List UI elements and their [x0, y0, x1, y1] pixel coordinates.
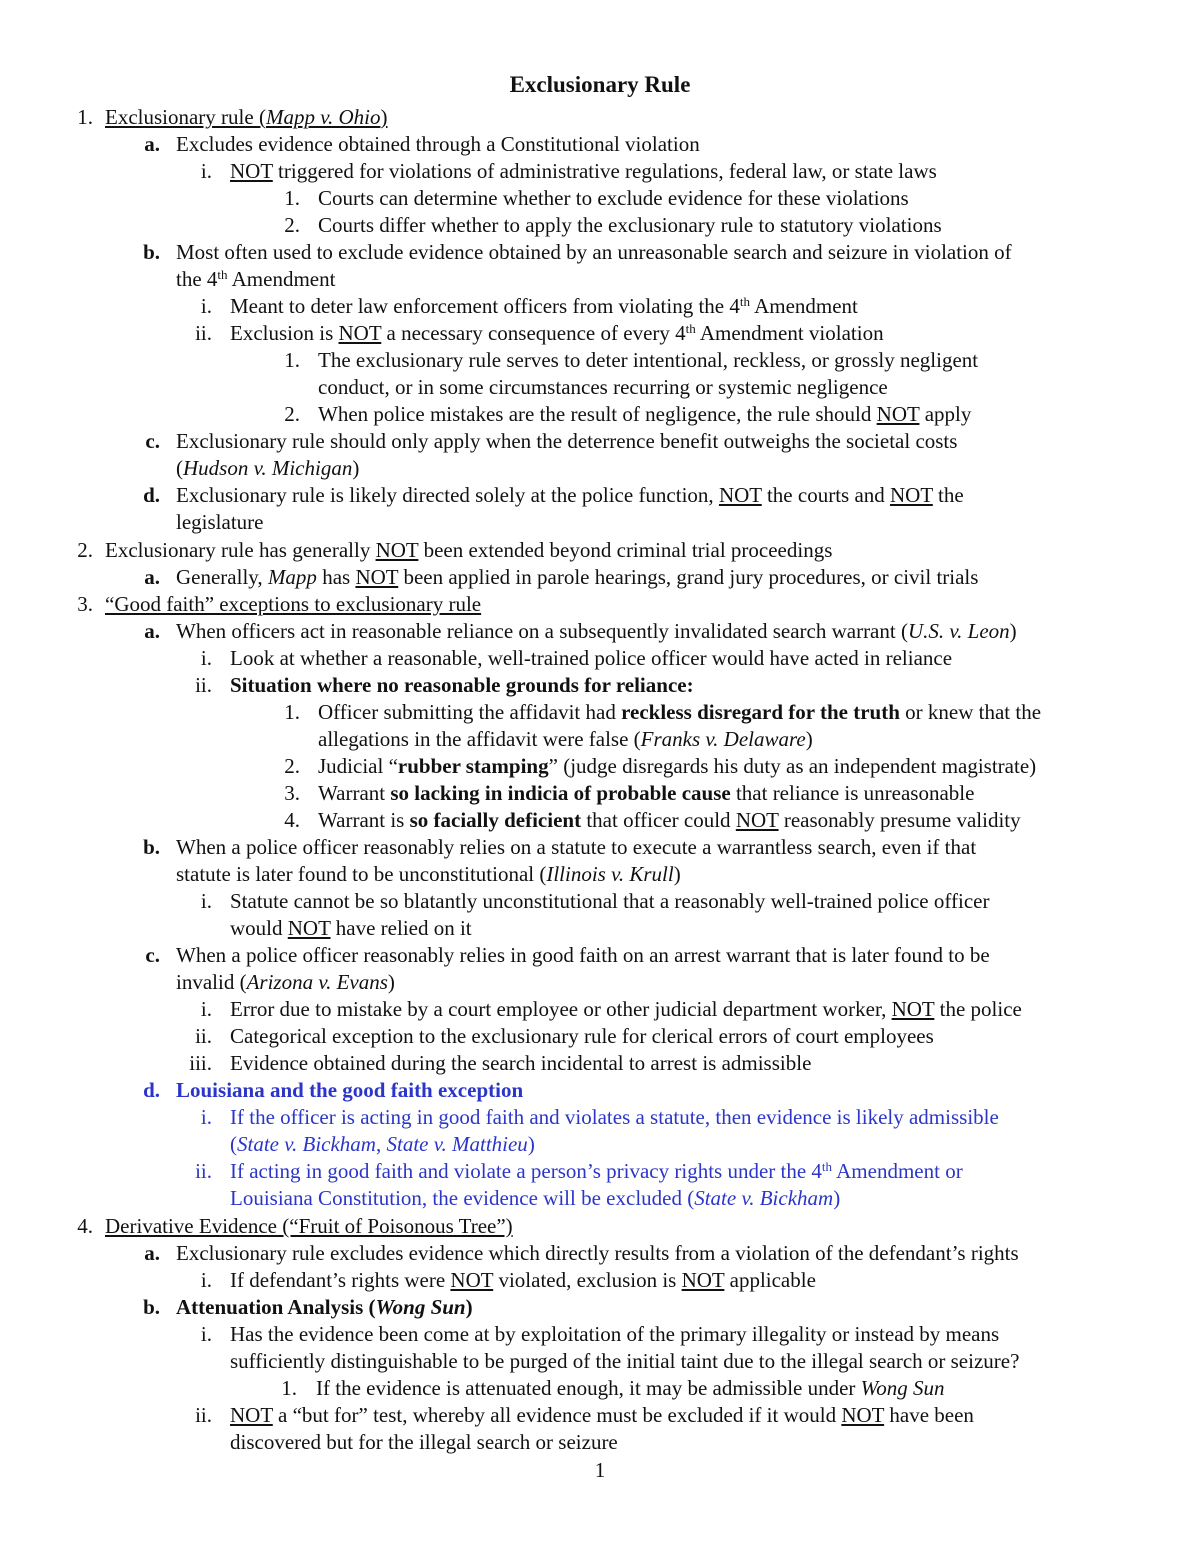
outline-line	[318, 726, 813, 753]
text-run: Excludes evidence obtained through a Constitutional violation	[176, 132, 700, 156]
text-run: The exclusionary rule serves to deter intentional, reckless, or grossly negligent	[318, 348, 979, 372]
list-marker: b.	[143, 835, 160, 859]
text-run: “Good faith” exceptions to exclusionary rule	[105, 592, 482, 616]
text-run: U.S. v. Leon	[907, 619, 1010, 643]
outline-line	[316, 1375, 945, 1402]
list-marker: i.	[200, 159, 212, 183]
outline-line	[318, 699, 1041, 726]
text-run: Exclusionary rule excludes evidence which directly results from a violation of the defendant’s rights	[176, 1241, 1019, 1265]
outline-line	[176, 266, 335, 293]
list-marker: 4.	[284, 808, 300, 832]
outline-line	[176, 834, 976, 861]
list-marker: i.	[200, 294, 212, 318]
text-run: NOT	[735, 808, 779, 832]
text-run: conduct, or in some circumstances recurring or systemic negligence	[318, 375, 888, 399]
list-marker: d.	[143, 1078, 160, 1102]
outline-line	[230, 996, 1022, 1023]
text-run: )	[527, 1132, 535, 1156]
outline-line	[318, 780, 974, 807]
text-run: Situation where no reasonable grounds for reliance:	[230, 673, 694, 697]
list-marker: i.	[200, 889, 212, 913]
list-marker: a.	[144, 1241, 160, 1265]
text-run: a necessary consequence of every 4	[381, 321, 686, 345]
text-run: (	[230, 1132, 237, 1156]
text-run: so facially deficient	[409, 808, 582, 832]
text-run: )	[352, 456, 360, 480]
list-marker: i.	[200, 1268, 212, 1292]
list-marker: 1.	[77, 105, 93, 129]
text-run: so lacking in indicia of probable cause	[390, 781, 731, 805]
text-run: Wong Sun	[860, 1376, 945, 1400]
text-run: Amendment	[749, 294, 858, 318]
text-run: NOT	[681, 1268, 725, 1292]
outline-line	[105, 1213, 513, 1240]
text-run: Louisiana and the good faith exception	[176, 1078, 524, 1102]
outline-line	[230, 1402, 974, 1429]
text-run: legislature	[176, 510, 264, 534]
text-run: When police mistakes are the result of negligence, the rule should	[318, 402, 877, 426]
text-run: Exclusionary rule should only apply when the deterrence benefit outweighs the societal costs	[176, 429, 958, 453]
list-marker: 2.	[284, 402, 300, 426]
outline-line	[230, 1185, 840, 1212]
text-run: Derivative Evidence (“Fruit of Poisonous Tree”)	[105, 1214, 513, 1238]
text-run: When officers act in reasonable reliance on a subsequently invalidated search warrant (	[176, 619, 908, 643]
text-run: NOT	[230, 159, 273, 183]
outline-line	[318, 807, 1021, 834]
outline-line	[230, 1131, 535, 1158]
text-run: a “but for” test, whereby all evidence must be excluded if it would	[272, 1403, 842, 1427]
text-run: triggered for violations of administrative regulations, federal law, or state laws	[272, 159, 937, 183]
text-run: statute is later found to be unconstitutional (	[176, 862, 547, 886]
text-run: Illinois v. Krull	[546, 862, 674, 886]
text-run: If acting in good faith and violate a person’s privacy rights under the 4	[230, 1159, 822, 1183]
text-run: Wong Sun	[375, 1295, 466, 1319]
outline-line	[176, 455, 359, 482]
text-run: NOT	[338, 321, 382, 345]
outline-line	[176, 239, 1012, 266]
text-run: Exclusionary rule has generally	[105, 538, 376, 562]
text-run: Exclusionary rule (	[105, 105, 266, 129]
outline-line	[176, 131, 700, 158]
outline-line	[176, 969, 395, 996]
outline-line	[318, 374, 888, 401]
outline-line	[230, 1348, 1019, 1375]
list-marker: ii.	[195, 1159, 212, 1183]
text-run: Categorical exception to the exclusionary rule for clerical errors of court employees	[230, 1024, 934, 1048]
list-marker: 2.	[77, 538, 93, 562]
list-marker: 1.	[284, 700, 300, 724]
list-marker: ii.	[195, 673, 212, 697]
outline-line	[176, 618, 1017, 645]
text-run: has	[316, 565, 356, 589]
text-run: NOT	[841, 1403, 885, 1427]
text-run: Has the evidence been come at by exploitation of the primary illegality or instead by means	[230, 1322, 1000, 1346]
list-marker: 3.	[284, 781, 300, 805]
outline-line	[230, 672, 694, 699]
text-run: If the officer is acting in good faith and violates a statute, then evidence is likely admissible	[230, 1105, 999, 1129]
list-marker: a.	[144, 619, 160, 643]
text-run: Amendment violation	[695, 321, 884, 345]
text-run: NOT	[718, 483, 762, 507]
outline-line	[176, 1077, 523, 1104]
text-run: rubber stamping	[397, 754, 549, 778]
list-marker: c.	[145, 429, 160, 453]
list-marker: d.	[143, 483, 160, 507]
outline-line	[176, 861, 681, 888]
text-run: sufficiently distinguishable to be purged of the initial taint due to the illegal search or seizure?	[230, 1349, 1020, 1373]
text-run: Franks v. Delaware	[640, 727, 806, 751]
list-marker: b.	[143, 240, 160, 264]
text-run: would	[230, 916, 288, 940]
text-run: or knew that the	[899, 700, 1042, 724]
text-run: )	[833, 1186, 841, 1210]
text-run: )	[1009, 619, 1017, 643]
text-run: have relied on it	[330, 916, 472, 940]
text-run: discovered but for the illegal search or seizure	[230, 1430, 618, 1454]
outline-line	[318, 401, 971, 428]
text-run: NOT	[891, 997, 935, 1021]
outline-line	[318, 212, 942, 239]
text-run: Generally,	[176, 565, 268, 589]
text-run: NOT	[450, 1268, 494, 1292]
text-run: ,	[375, 1132, 387, 1156]
text-run: Error due to mistake by a court employee or other judicial department worker,	[230, 997, 892, 1021]
outline-line	[230, 293, 858, 320]
page-title: Exclusionary Rule	[509, 72, 691, 97]
text-run: When a police officer reasonably relies on a statute to execute a warrantless search, even if that	[176, 835, 977, 859]
outline-line	[230, 1104, 999, 1131]
list-marker: i.	[200, 1105, 212, 1129]
list-marker: 1.	[284, 186, 300, 210]
text-run: Exclusion is	[230, 321, 339, 345]
text-run: If the evidence is attenuated enough, it may be admissible under	[316, 1376, 861, 1400]
list-marker: b.	[143, 1295, 160, 1319]
list-marker: c.	[145, 943, 160, 967]
outline-line	[318, 185, 909, 212]
text-run: that reliance is unreasonable	[730, 781, 975, 805]
text-run: Evidence obtained during the search incidental to arrest is admissible	[230, 1051, 812, 1075]
superscript: th	[821, 1159, 833, 1174]
list-marker: i.	[200, 1322, 212, 1346]
text-run: applicable	[724, 1268, 816, 1292]
outline-line	[230, 1023, 934, 1050]
list-marker: ii.	[195, 1024, 212, 1048]
text-run: State v. Matthieu	[386, 1132, 528, 1156]
text-run: )	[465, 1295, 473, 1319]
outline-line	[105, 104, 387, 131]
outline-line	[105, 591, 481, 618]
text-run: NOT	[375, 538, 419, 562]
list-marker: 2.	[284, 754, 300, 778]
text-run: )	[805, 727, 813, 751]
text-run: NOT	[355, 565, 399, 589]
text-run: invalid (	[176, 970, 247, 994]
list-marker: i.	[200, 646, 212, 670]
outline-line	[230, 645, 952, 672]
outline-line	[176, 942, 990, 969]
text-run: Louisiana Constitution, the evidence will be excluded (	[230, 1186, 695, 1210]
text-run: the	[932, 483, 964, 507]
outline-line	[230, 915, 472, 942]
text-run: the courts and	[761, 483, 891, 507]
text-run: reasonably presume validity	[778, 808, 1021, 832]
outline-line	[230, 1267, 816, 1294]
superscript: th	[685, 321, 696, 336]
text-run: been extended beyond criminal trial proceedings	[418, 538, 833, 562]
list-marker: ii.	[195, 321, 212, 345]
list-marker: ii.	[195, 1403, 212, 1427]
text-run: Mapp	[267, 565, 317, 589]
text-run: NOT	[230, 1403, 273, 1427]
outline-line	[176, 564, 978, 591]
text-run: ” (judge disregards his duty as an independent magistrate)	[548, 754, 1037, 778]
text-run: Amendment	[227, 267, 336, 291]
text-run: Attenuation Analysis (	[176, 1295, 376, 1319]
text-run: When a police officer reasonably relies in good faith on an arrest warrant that is later found to be	[176, 943, 990, 967]
text-run: State v. Bickham	[694, 1186, 834, 1210]
list-marker: i.	[200, 997, 212, 1021]
list-marker: 2.	[284, 213, 300, 237]
outline-line	[176, 509, 263, 536]
outline-line	[230, 320, 884, 347]
text-run: apply	[919, 402, 972, 426]
outline-line	[176, 1240, 1019, 1267]
text-run: )	[387, 970, 395, 994]
list-marker: 4.	[77, 1214, 93, 1238]
superscript: th	[217, 267, 228, 282]
text-run: (	[176, 456, 183, 480]
text-run: Courts differ whether to apply the exclusionary rule to statutory violations	[318, 213, 942, 237]
outline-line	[230, 1158, 963, 1185]
page-number: 1	[594, 1458, 606, 1482]
list-marker: 1.	[284, 348, 300, 372]
text-run: Courts can determine whether to exclude evidence for these violations	[318, 186, 909, 210]
outline-line	[230, 1050, 811, 1077]
text-run: violated, exclusion is	[493, 1268, 682, 1292]
list-marker: iii.	[189, 1051, 212, 1075]
list-marker: 3.	[77, 592, 93, 616]
text-run: have been	[884, 1403, 974, 1427]
text-run: Arizona v. Evans	[246, 970, 388, 994]
superscript: th	[739, 294, 750, 309]
outline-line	[230, 1429, 618, 1456]
outline-line	[176, 1294, 473, 1321]
text-run: )	[380, 105, 388, 129]
text-run: Warrant is	[318, 808, 410, 832]
list-marker: 1.	[281, 1376, 297, 1400]
outline-line	[318, 347, 978, 374]
outline-line	[230, 158, 937, 185]
text-run: Look at whether a reasonable, well-trained police officer would have acted in reliance	[230, 646, 953, 670]
text-run: Most often used to exclude evidence obtained by an unreasonable search and seizure in violation of	[176, 240, 1012, 264]
outline-line	[230, 888, 989, 915]
text-run: been applied in parole hearings, grand jury procedures, or civil trials	[398, 565, 979, 589]
text-run: Warrant	[318, 781, 391, 805]
text-run: Statute cannot be so blatantly unconstitutional that a reasonably well-trained police officer	[230, 889, 990, 913]
text-run: If defendant’s rights were	[230, 1268, 451, 1292]
list-marker: a.	[144, 132, 160, 156]
text-run: that officer could	[581, 808, 736, 832]
text-run: Amendment or	[832, 1159, 963, 1183]
text-run: NOT	[287, 916, 331, 940]
outline-line	[230, 1321, 999, 1348]
text-run: Hudson v. Michigan	[183, 456, 353, 480]
text-run: reckless disregard for the truth	[621, 700, 900, 724]
outline-line	[176, 428, 957, 455]
text-run: Exclusionary rule is likely directed solely at the police function,	[176, 483, 719, 507]
outline-line	[105, 537, 832, 564]
text-run: Judicial “	[318, 754, 398, 778]
text-run: allegations in the affidavit were false (	[318, 727, 641, 751]
list-marker: a.	[144, 565, 160, 589]
text-run: Meant to deter law enforcement officers from violating the 4	[230, 294, 740, 318]
text-run: the 4	[176, 267, 218, 291]
text-run: Officer submitting the affidavit had	[318, 700, 622, 724]
text-run: the police	[934, 997, 1022, 1021]
text-run: State v. Bickham	[237, 1132, 376, 1156]
outline-line	[176, 482, 964, 509]
text-run: Mapp v. Ohio	[265, 105, 381, 129]
text-run: NOT	[876, 402, 920, 426]
outline-line	[318, 753, 1036, 780]
text-run: )	[673, 862, 681, 886]
text-run: NOT	[890, 483, 933, 507]
